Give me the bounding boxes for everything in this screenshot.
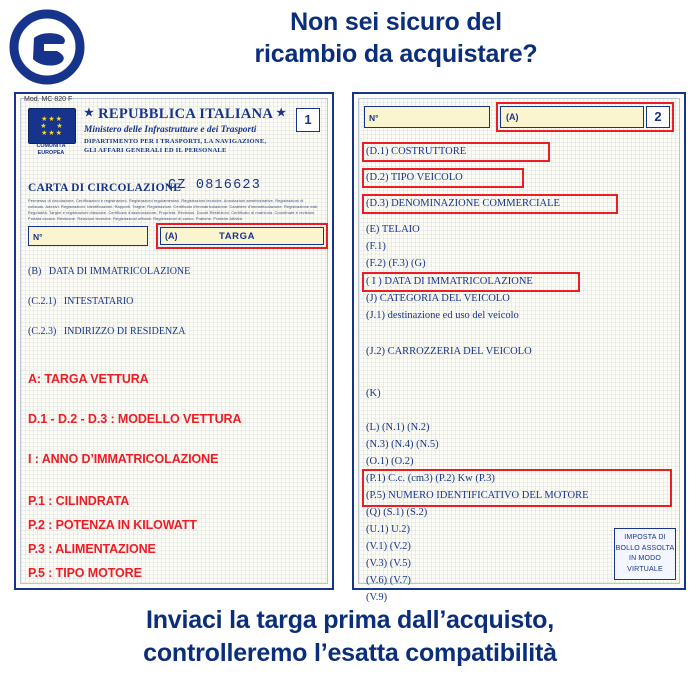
row-l: (L) (N.1) (N.2): [366, 422, 430, 433]
footer-line-2: controlleremo l’esatta compatibilità: [143, 638, 557, 667]
row-v1: (V.1) (V.2): [366, 541, 411, 552]
ministry-line-2: DIPARTIMENTO PER I TRASPORTI, LA NAVIGAZIONE,: [84, 138, 267, 145]
row-p5: (P.5) NUMERO IDENTIFICATIVO DEL MOTORE: [366, 490, 589, 501]
plate-row: [28, 226, 320, 248]
row-p1: (P.1) C.c. (cm3) (P.2) Kw (P.3): [366, 473, 495, 484]
legend-item-year: I : ANNO D’IMMATRICOLAZIONE: [28, 452, 219, 466]
document-number: CZ 0816623: [168, 178, 262, 193]
legend-item-p5: P.5 : TIPO MOTORE: [28, 566, 142, 580]
legend-item-a: A: TARGA VETTURA: [28, 372, 149, 386]
a-field: (A): [500, 106, 644, 128]
document-page-1: [14, 92, 334, 590]
headline-line-1: Non sei sicuro del: [290, 8, 502, 36]
footer-call-to-action: [0, 604, 700, 669]
row-u1: (U.1) U.2): [366, 524, 411, 535]
brand-logo: [8, 8, 86, 86]
row-j: (J) CATEGORIA DEL VEICOLO: [366, 293, 510, 304]
field-label: INDIRIZZO DI RESIDENZA: [63, 326, 186, 337]
republic-title: [84, 106, 286, 123]
field-code: (C.2.1): [28, 296, 57, 307]
republic-label: REPUBBLICA ITALIANA: [98, 106, 273, 122]
field-row-b: [28, 266, 190, 277]
star-icon: ★: [276, 107, 287, 119]
ministry-line-3: GLI AFFARI GENERALI ED IL PERSONALE: [84, 147, 227, 154]
legend-item-model: D.1 - D.2 - D.3 : MODELLO VETTURA: [28, 412, 242, 426]
field-code: (B): [28, 266, 42, 277]
document-page-2: [352, 92, 686, 603]
document-title: CARTA DI CIRCOLAZIONE: [28, 182, 182, 194]
row-d1: (D.1) COSTRUTTORE: [366, 146, 467, 157]
eu-stars: ★★★ ★ ★ ★★★: [40, 116, 64, 137]
targa-label: TARGA: [219, 231, 256, 242]
mod-code: Mod. MC 820 F: [24, 96, 73, 103]
row-f2: (F.2) (F.3) (G): [366, 258, 426, 269]
legend-item-p1: P.1 : CILINDRATA: [28, 494, 130, 508]
row-e: (E) TELAIO: [366, 224, 420, 235]
row-n3: (N.3) (N.4) (N.5): [366, 439, 439, 450]
headline-line-2: ricambio da acquistare?: [254, 40, 538, 68]
a-field-highlight: [496, 102, 674, 132]
star-icon: ★: [84, 107, 95, 119]
n-field: N°: [28, 226, 148, 246]
page-number-badge: 1: [296, 108, 320, 132]
field-label: INTESTATARIO: [63, 296, 134, 307]
circular-e-logo-icon: [8, 8, 86, 86]
row-i: ( I ) DATA DI IMMATRICOLAZIONE: [366, 276, 533, 287]
microprint-text: Permesso di circolazione. Certificazioni e registrazioni. Registrazioni regolamentari. Registrazioni tecniche. Annotazioni amministrative. Registrazioni di collaudo. Adesivi. Registrazioni. Identificazioni. Rapporti. Targhe. Registrazioni. Certificato d'immatricolazione. Carattere d'immatricolazione. Registrazione dati. Regolarità. Targhe e registrazioni rilasciate. Certificato d'assicurazione. Proprietà. Revisioni. Dovuti Restrizioni. Certificato di matricola. Coordinate e revisioni. Portata dovuta. Revisione. Relazioni tecniche. Registrazioni ufficiali. Registrazioni di carico. Pratiche. Pratiche Attività.: [28, 198, 319, 222]
field-row-c23: [28, 326, 186, 337]
n-field: N°: [364, 106, 490, 128]
row-j2: (J.2) CARROZZERIA DEL VEICOLO: [366, 346, 532, 357]
footer-line-1: Inviaci la targa prima dall’acquisto,: [145, 606, 555, 634]
document-header-left: [28, 108, 320, 182]
row-f1: (F.1): [366, 241, 386, 252]
stamp-box: IMPOSTA DI BOLLO ASSOLTA IN MODO VIRTUALE: [614, 528, 676, 580]
row-d2: (D.2) TIPO VEICOLO: [366, 172, 463, 183]
row-d3: (D.3) DENOMINAZIONE COMMERCIALE: [366, 198, 560, 209]
document-header-right: [364, 106, 674, 132]
row-j1: (J.1) destinazione ed uso del veicolo: [366, 310, 519, 321]
legend-item-p3: P.3 : ALIMENTAZIONE: [28, 542, 156, 556]
page-title: [96, 6, 696, 70]
field-code: (C.2.3): [28, 326, 57, 337]
ministry-line-1: Ministero delle Infrastrutture e dei Trasporti: [84, 125, 257, 135]
page-number-badge: 2: [646, 106, 670, 128]
targa-highlight: [156, 223, 328, 249]
row-k: (K): [366, 388, 381, 399]
row-v9: (V.9): [366, 592, 388, 603]
eu-flag-icon: [28, 108, 76, 144]
field-label: DATA DI IMMATRICOLAZIONE: [48, 266, 191, 277]
field-row-c21: [28, 296, 133, 307]
row-v6: (V.6) (V.7): [366, 575, 411, 586]
row-v3: (V.3) (V.5): [366, 558, 411, 569]
row-q: (Q) (S.1) (S.2): [366, 507, 428, 518]
targa-code: (A): [165, 231, 178, 241]
legend-item-p2: P.2 : POTENZA IN KILOWATT: [28, 518, 197, 532]
targa-field: [160, 227, 324, 245]
eu-flag-caption: COMUNITÀ EUROPEA: [36, 143, 66, 156]
row-o1: (O.1) (O.2): [366, 456, 414, 467]
